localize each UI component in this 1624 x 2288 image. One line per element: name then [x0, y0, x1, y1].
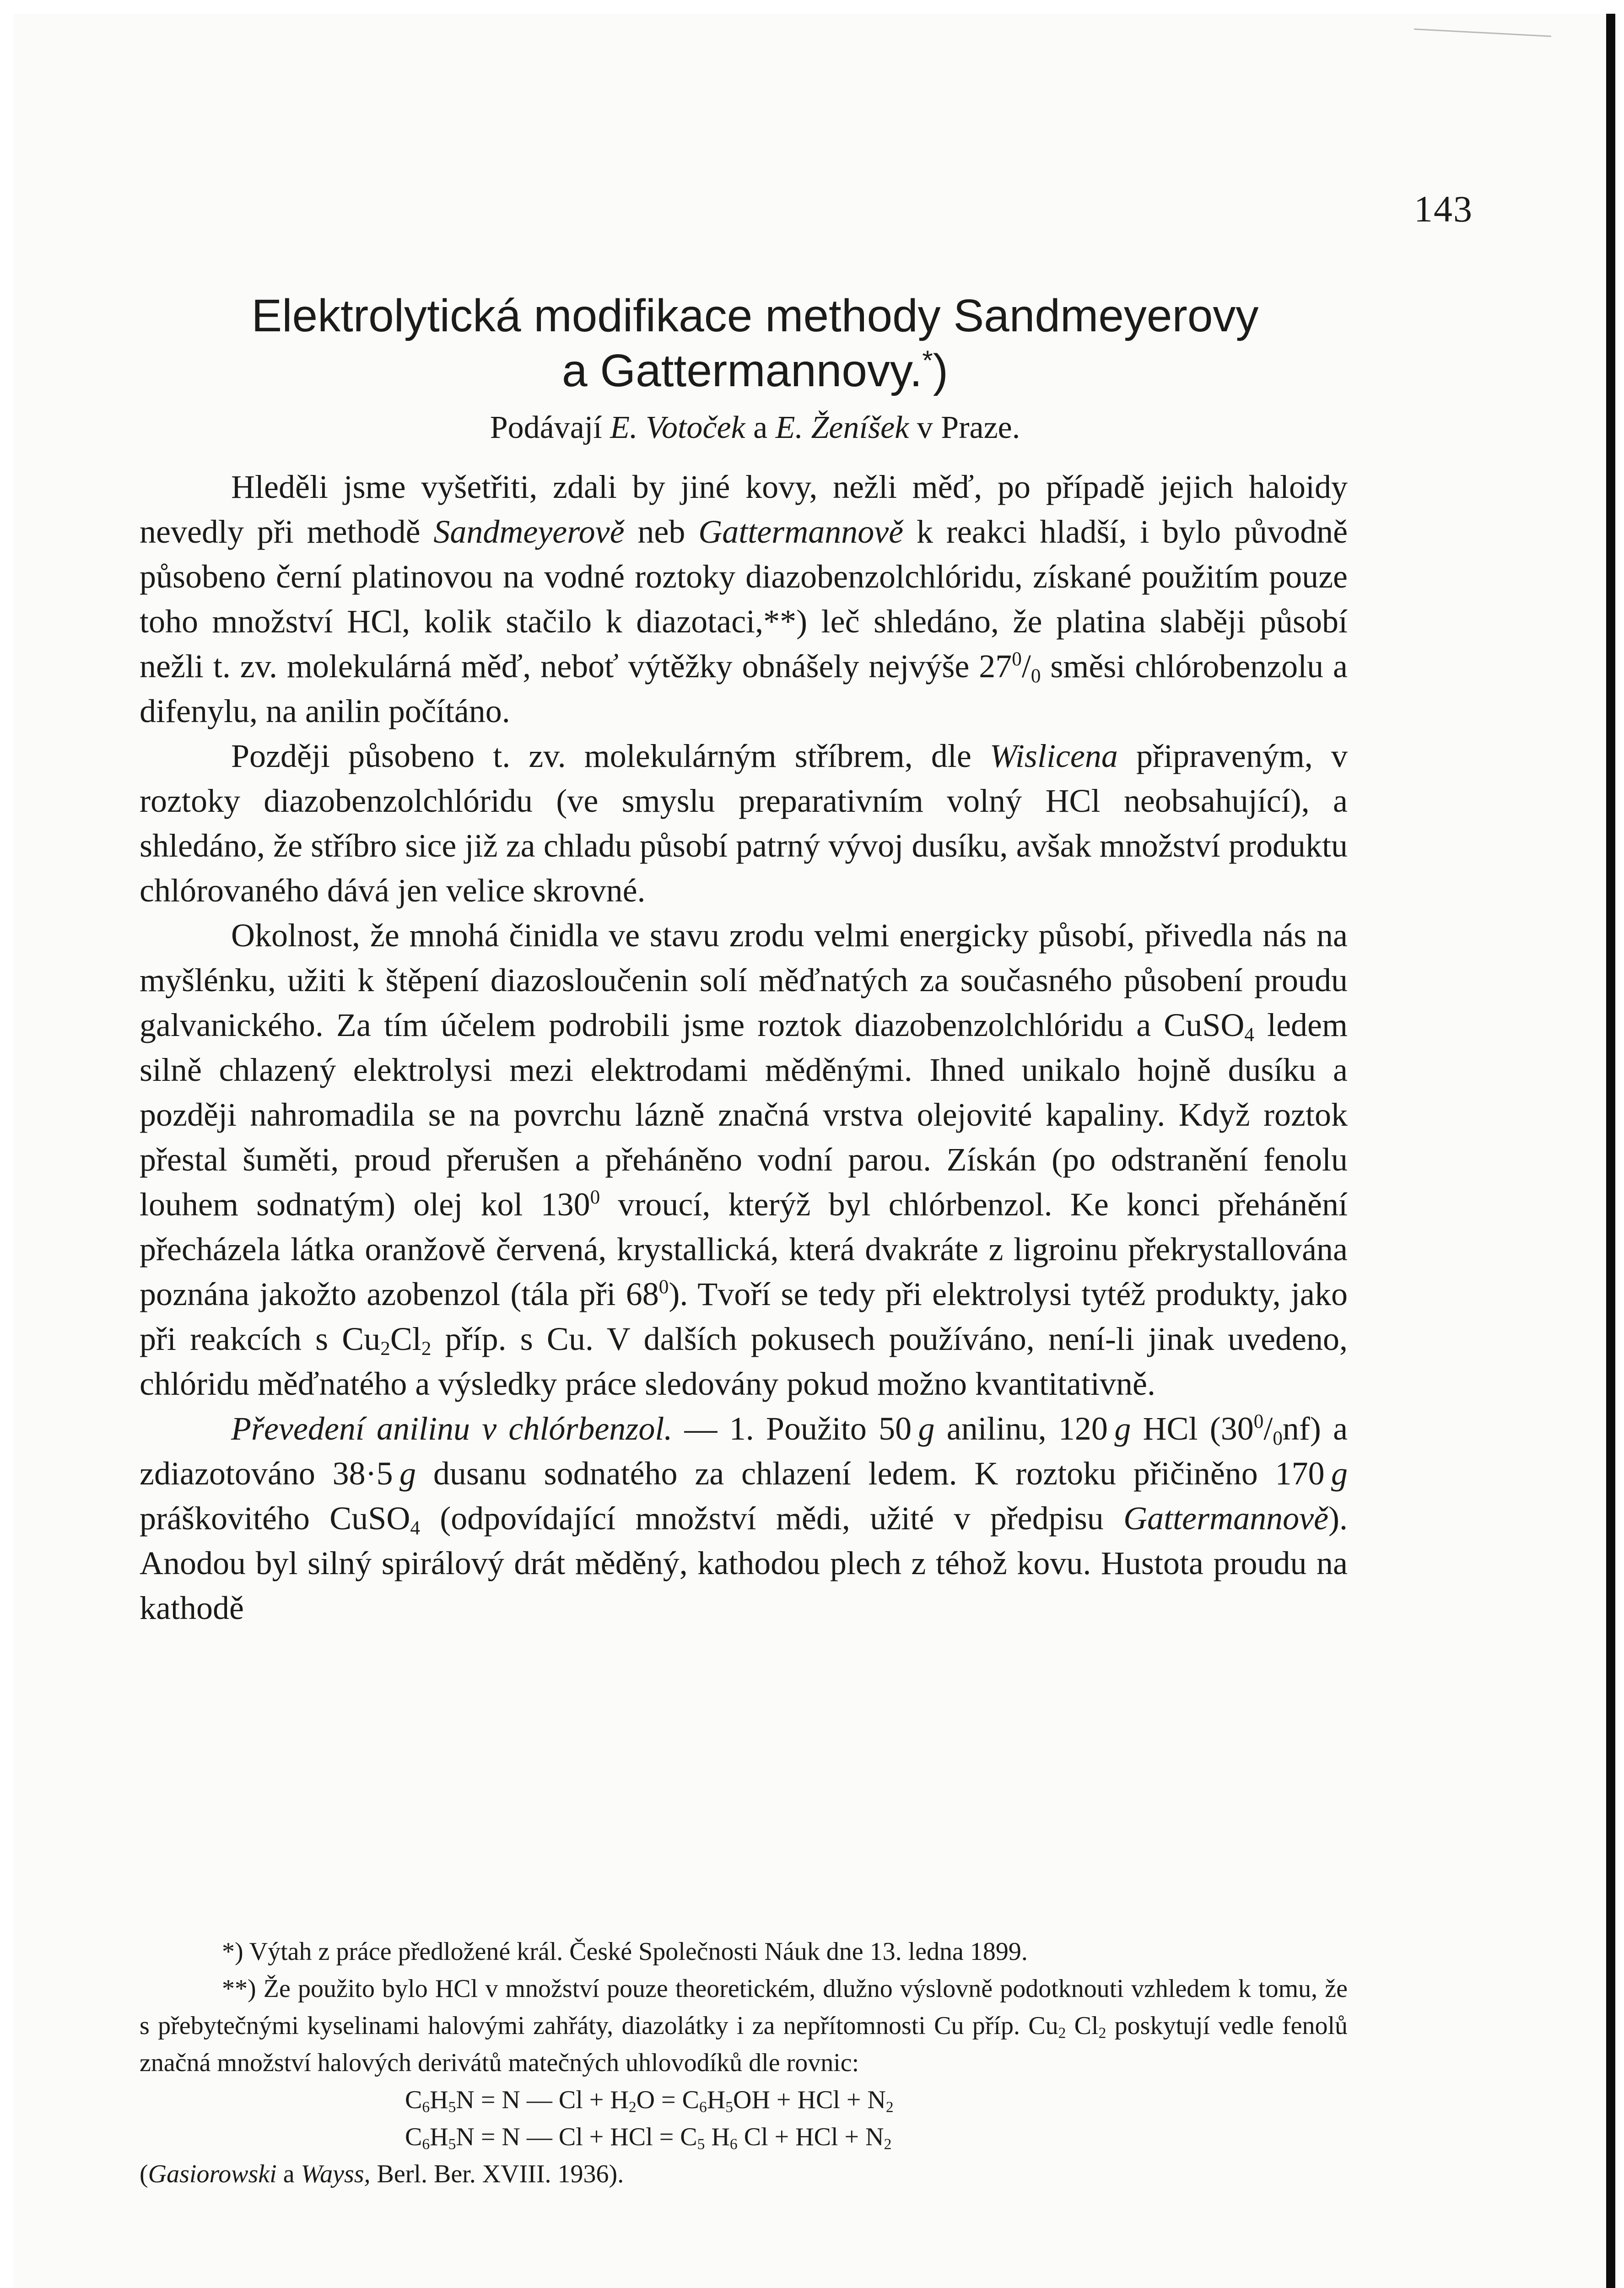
- paragraph: Později působeno t. zv. molekulárným stříbrem, dle Wislicena připraveným, v roztoky diazobenzolchlóridu (ve smyslu preparativním volný HCl neobsahující), a shledáno, že stříbro sice již za chladu působí patrný vývoj dusíku, avšak množství produktu chlórovaného dává jen velice skrovné.: [140, 738, 1348, 909]
- footnotes: [140, 1933, 1348, 2193]
- footnote: *) Výtah z práce předložené král. České Společnosti Náuk dne 13. ledna 1899.: [222, 1937, 1028, 1966]
- page-number: 143: [1414, 188, 1473, 230]
- author-name: E. Votoček: [610, 410, 745, 445]
- scan-artifact: [1414, 28, 1551, 37]
- document-page: [14, 14, 1615, 2288]
- footnote: **) Že použito bylo HCl v množství pouze theoretickém, dlužno výslovně podotknouti vzhledem k tomu, že s přebytečnými kyselinami halovými zahřáty, diazolátky i za nepřítomnosti Cu příp. $Cu_2$ $Cl_2$ poskytují vedle fenolů značná množství halových derivátů matečných uhlovodíků dle rovnic:: [140, 1975, 1348, 2077]
- article-title-line-2: a Gattermannovy.*): [561, 345, 949, 396]
- chemical-equation: $C_6H_5N = N$ — $Cl + H_2O = C_6H_5OH$ + HCl + $N_2$: [405, 2086, 894, 2116]
- paragraph: Okolnost, že mnohá činidla ve stavu zrodu velmi energicky působí, přivedla nás na myšlénku, užiti k štěpení diazosloučenin solí měďnatých za současného působení proudu galvanického. Za tím účelem podrobili jsme roztok diazobenzolchlóridu a CuSO$_4$ ledem silně chlazený elektrolysi mezi elektrodami měděnými. Ihned unikalo hojně dusíku a později nahromadila se na povrchu lázně značná vrstva olejovité kapaliny. Když roztok přestal šuměti, proud přerušen a přeháněno vodní parou. Získán (po odstranění fenolu louhem sodnatým) olej kol $130^0$ vroucí, kterýž byl chlórbenzol. Ke konci přehánění přecházela látka oranžově červená, krystallická, která dvakráte z ligroinu překrystallována poznána jakožto azobenzol (tála při $68^0$). Tvoří se tedy při elektrolysi tytéž produkty, jako při reakcích s $Cu_2Cl_2$ příp. s Cu. V dalších pokusech používáno, není-li jinak uvedeno, chlóridu měďnatého a výsledky práce sledovány pokud možno kvantitativně.: [140, 917, 1348, 1402]
- paragraph: Hleděli jsme vyšetřiti, zdali by jiné kovy, nežli měď, po případě jejich haloidy nevedly při methodě Sandmeyerově neb Gattermannově k reakci hladší, i bylo původně působeno černí platinovou na vodné roztoky diazobenzolchlóridu, získané použitím pouze toho množství HCl, kolik stačilo k diazotaci,**) leč shledáno, že platina slaběji působí nežli t. zv. molekulárná měď, neboť výtěžky obnášely nejvýše $27^0/_0$ směsi chlórobenzolu a difenylu, na anilin počítáno.: [140, 469, 1348, 729]
- author-name: E. Ženíšek: [775, 410, 909, 445]
- footnote-marker: *: [922, 345, 933, 376]
- article-body: [140, 464, 1348, 1630]
- section-heading: Převedení anilinu v chlórbenzol.: [231, 1410, 673, 1447]
- paragraph: Převedení anilinu v chlórbenzol. — 1. Použito 50 g anilinu, 120 g HCl $(30^0/_0nf)$ a zdiazotováno 38·5 g dusanu sodnatého za chlazení ledem. K roztoku přičiněno 170 g práškovitého CuSO$_4$ (odpovídající množství mědi, užité v předpisu Gattermannově). Anodou byl silný spirálový drát měděný, kathodou plech z téhož kovu. Hustota proudu na kathodě: [140, 1410, 1348, 1626]
- article-title-line-1: Elektrolytická modifikace methody Sandmeyerovy: [251, 290, 1259, 341]
- reference: (Gasiorowski a Wayss, Berl. Ber. XVIII. 1936).: [140, 2160, 624, 2188]
- author-line: Podávají E. Votoček a E. Ženíšek v Praze.: [490, 410, 1020, 445]
- chemical-equation: $C_6H_5N = N$ — Cl + HCl = $C_5$ $H_6$ Cl + HCl + $N_2$: [405, 2123, 892, 2153]
